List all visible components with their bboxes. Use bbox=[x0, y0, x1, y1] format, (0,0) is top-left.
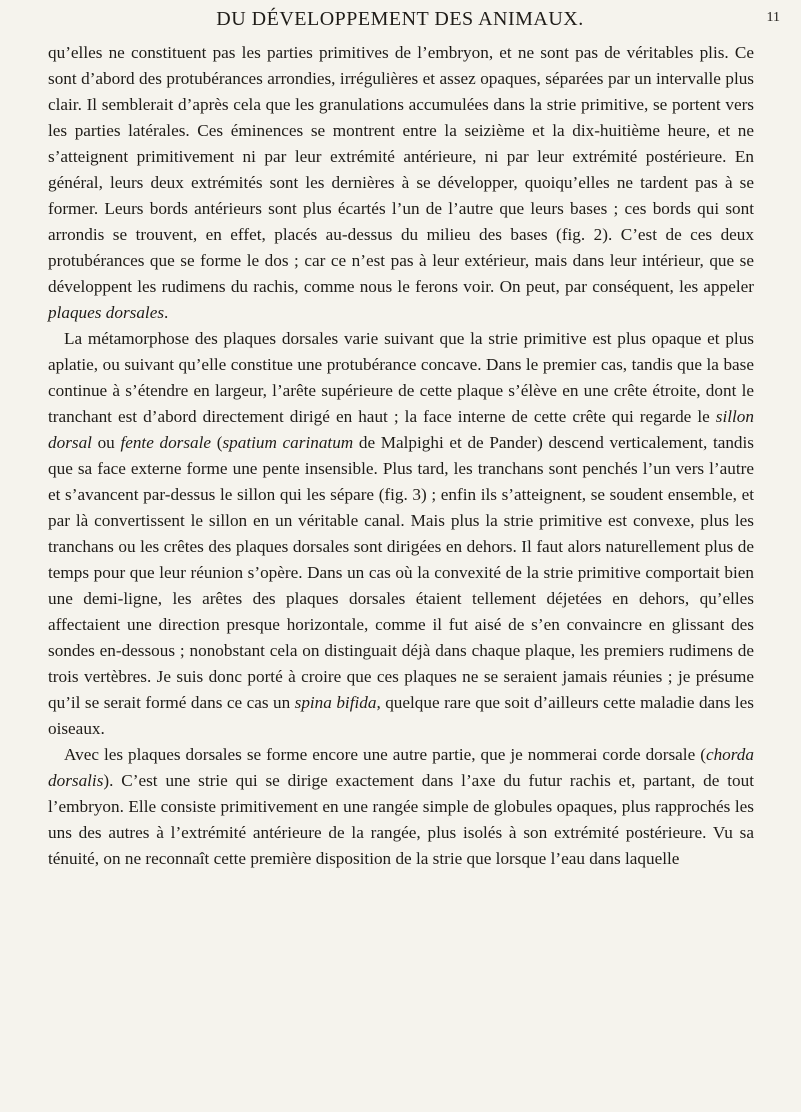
paragraph bbox=[48, 40, 754, 326]
italic-term: chorda dorsalis bbox=[48, 745, 754, 790]
text-run: ( bbox=[211, 433, 223, 452]
italic-term: spina bifida bbox=[294, 693, 377, 712]
body-text bbox=[48, 40, 754, 872]
text-run: ou bbox=[91, 433, 121, 452]
page-number: 11 bbox=[766, 10, 780, 25]
italic-term: plaques dorsales bbox=[48, 303, 165, 322]
text-run: La métamorphose des plaques dorsales varie suivant que la strie primitive est plus opaque et plus aplatie, ou suivant qu’elle constitue une protubérance concave. Dans le premier cas, tandis que la base continue à s’étendre en largeur, l’arête supérieure de cette plaque s’élève en une crête étroite, dont le tranchant est d’abord directement dirigé en haut ; la face interne de cette crête qui regarde le bbox=[48, 329, 754, 426]
italic-term: fente dorsale bbox=[120, 433, 212, 452]
running-head bbox=[40, 8, 780, 34]
text-run: de Malpighi et de Pander) descend verticalement, tandis que sa face externe forme une pente insensible. Plus tard, les tranchans sont penchés l’un vers l’autre et s’avancent par-dessus le sillon qui les sépare (fig. 3) ; enfin ils s’atteignent, se soudent ensemble, et par là convertissent le sillon en un véritable canal. Mais plus la strie primitive est convexe, plus les tranchans ou les crêtes des plaques dorsales sont dirigées en dehors. Il faut alors naturellement plus de temps pour que leur réunion s’opère. Dans un cas où la convexité de la strie primitive comportait bien une demi-ligne, les arêtes des plaques dorsales étaient tellement déjetées en dehors, qu’elles affectaient une direction presque horizontale, comme il fut aisé de s’en convaincre en glissant des sondes en-dessous ; nonobstant cela on distinguait déjà dans chaque plaque, les premiers rudimens de trois vertèbres. Je suis donc porté à croire que ces plaques ne se seraient jamais réunies ; je présume qu’il se serait formé dans ce cas un bbox=[48, 433, 754, 712]
text-run: , quelque rare que soit d’ailleurs cette maladie dans les oiseaux. bbox=[48, 693, 754, 738]
italic-term: spatium carinatum bbox=[222, 433, 354, 452]
italic-term: sillon dorsal bbox=[48, 407, 754, 452]
text-run: qu’elles ne constituent pas les parties primitives de l’embryon, et ne sont pas de véritables plis. Ce sont d’abord des protubérances arrondies, irrégulières et assez opaques, séparées par un intervalle plus clair. Il semblerait d’après cela que les granulations accumulées dans la strie primitive, se portent vers les parties latérales. Ces éminences se montrent entre la seizième et la dix-huitième heure, et ne s’atteignent primitivement ni par leur extrémité antérieure, ni par leur extrémité postérieure. En général, leurs deux extrémités sont les dernières à se développer, quoiqu’elles ne tardent pas à se former. Leurs bords antérieurs sont plus écartés l’un de l’autre que leurs bases ; ces bords qui sont arrondis se trouvent, en effet, placés au-dessus du milieu des bases (fig. 2). C’est de ces deux protubérances que se forme le dos ; car ce n’est pas à leur extérieur, mais dans leur intérieur, que se développent les rudimens du rachis, comme nous le ferons voir. On peut, par conséquent, les appeler bbox=[48, 43, 754, 296]
text-run: Avec les plaques dorsales se forme encore une autre partie, que je nommerai corde dorsale ( bbox=[64, 745, 706, 764]
text-run: ). C’est une strie qui se dirige exactement dans l’axe du futur rachis et, partant, de tout l’embryon. Elle consiste primitivement en une rangée simple de globules opaques, plus rapprochés les uns des autres à l’extrémité antérieure de la rangée, plus isolés à son extrémité postérieure. Vu sa ténuité, on ne reconnaît cette première disposition de la strie que lorsque l’eau dans laquelle bbox=[48, 771, 754, 868]
paragraph bbox=[48, 326, 754, 742]
paragraph bbox=[48, 742, 754, 872]
running-title: DU DÉVELOPPEMENT DES ANIMAUX. bbox=[216, 8, 584, 30]
text-run: . bbox=[164, 303, 169, 322]
